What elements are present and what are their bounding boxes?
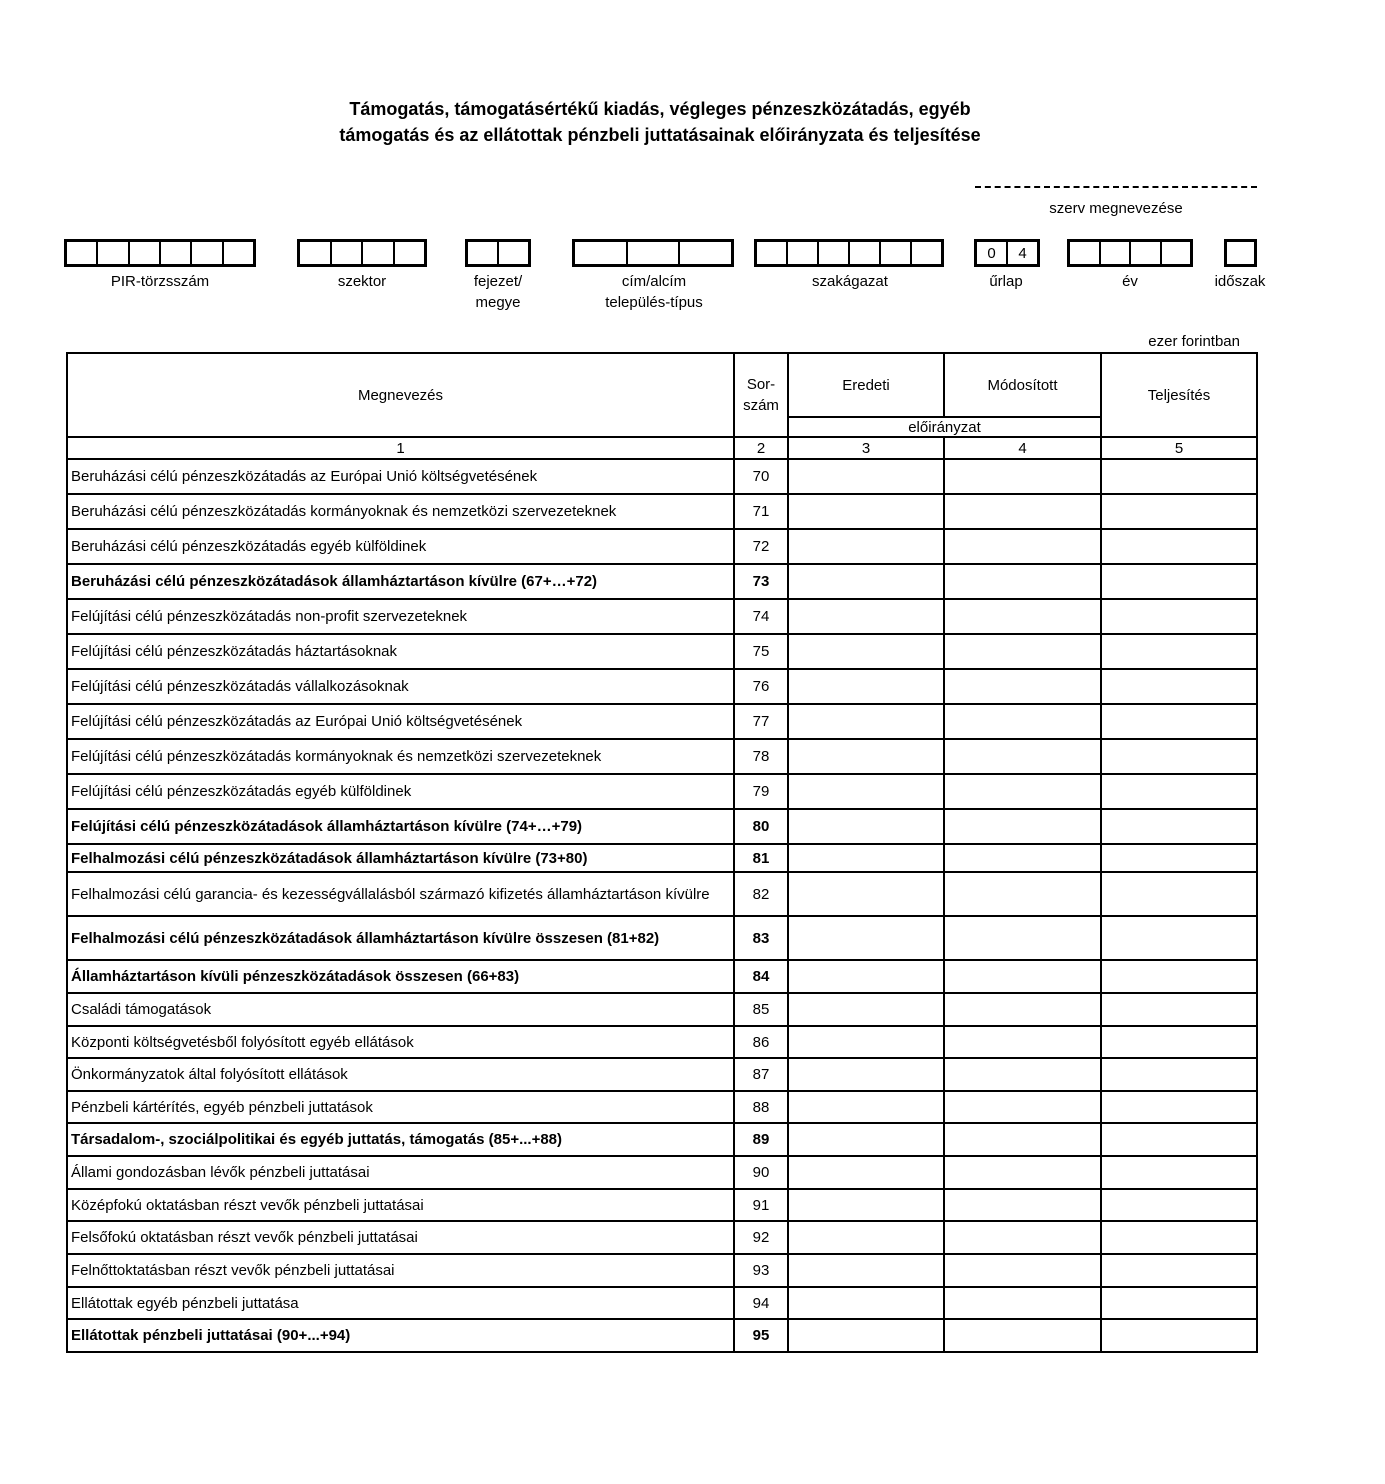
value-cell-eredeti[interactable] [788, 1058, 944, 1091]
value-cell-teljesites[interactable] [1101, 1221, 1257, 1254]
table-row [67, 1156, 1257, 1189]
value-cell-teljesites[interactable] [1101, 1026, 1257, 1058]
value-cell-modositott[interactable] [944, 494, 1101, 529]
value-cell-teljesites[interactable] [1101, 872, 1257, 916]
value-cell-teljesites[interactable] [1101, 669, 1257, 704]
row-name: Felújítási célú pénzeszközátadás vállalkozásoknak [67, 669, 734, 704]
value-cell-teljesites[interactable] [1101, 1123, 1257, 1156]
code-cell[interactable] [192, 242, 223, 264]
value-cell-eredeti[interactable] [788, 809, 944, 844]
code-cell[interactable] [1227, 242, 1254, 264]
header-teljesites: Teljesítés [1101, 353, 1257, 437]
table-row [67, 872, 1257, 916]
value-cell-modositott[interactable] [944, 564, 1101, 599]
row-name: Beruházási célú pénzeszközátadás kormányoknak és nemzetközi szervezeteknek [67, 494, 734, 529]
code-label: cím/alcím település-típus [605, 273, 703, 311]
title-line-2: támogatás és az ellátottak pénzbeli juttatásainak előirányzata és teljesítése [339, 125, 981, 145]
value-cell-modositott[interactable] [944, 809, 1101, 844]
code-cell[interactable] [788, 242, 819, 264]
row-number: 85 [734, 993, 788, 1026]
value-cell-teljesites[interactable] [1101, 1189, 1257, 1221]
code-cell[interactable] [1070, 242, 1101, 264]
value-cell-modositott[interactable] [944, 529, 1101, 564]
value-cell-teljesites[interactable] [1101, 1091, 1257, 1123]
colnum-4: 4 [944, 437, 1101, 459]
row-number: 88 [734, 1091, 788, 1123]
code-box-3[interactable] [465, 239, 531, 267]
value-cell-modositott[interactable] [944, 1319, 1101, 1352]
value-cell-eredeti[interactable] [788, 774, 944, 809]
value-cell-eredeti[interactable] [788, 960, 944, 993]
row-name: Felújítási célú pénzeszközátadás non-profit szervezeteknek [67, 599, 734, 634]
value-cell-eredeti[interactable] [788, 529, 944, 564]
code-cell[interactable] [850, 242, 881, 264]
value-cell-eredeti[interactable] [788, 1287, 944, 1319]
org-name-label: szerv megnevezése [1049, 200, 1183, 217]
value-cell-eredeti[interactable] [788, 1156, 944, 1189]
row-name: Családi támogatások [67, 993, 734, 1026]
code-cell[interactable] [881, 242, 912, 264]
value-cell-eredeti[interactable] [788, 494, 944, 529]
value-cell-eredeti[interactable] [788, 844, 944, 872]
row-name: Felsőfokú oktatásban részt vevők pénzbeli juttatásai [67, 1221, 734, 1254]
value-cell-teljesites[interactable] [1101, 844, 1257, 872]
row-number: 80 [734, 809, 788, 844]
row-name: Társadalom-, szociálpolitikai és egyéb juttatás, támogatás (85+...+88) [67, 1123, 734, 1156]
row-name: Ellátottak pénzbeli juttatásai (90+...+94) [67, 1319, 734, 1352]
value-cell-modositott[interactable] [944, 872, 1101, 916]
value-cell-teljesites[interactable] [1101, 739, 1257, 774]
code-cell[interactable] [1162, 242, 1191, 264]
row-name: Beruházási célú pénzeszközátadások államháztartáson kívülre (67+…+72) [67, 564, 734, 599]
row-name: Felhalmozási célú pénzeszközátadások államháztartáson kívülre összesen (81+82) [67, 916, 734, 960]
code-cell[interactable] [224, 242, 253, 264]
row-number: 86 [734, 1026, 788, 1058]
value-cell-modositott[interactable] [944, 916, 1101, 960]
code-cell[interactable] [757, 242, 788, 264]
row-number: 93 [734, 1254, 788, 1287]
value-cell-teljesites[interactable] [1101, 1287, 1257, 1319]
table-row [67, 1221, 1257, 1254]
row-number: 74 [734, 599, 788, 634]
code-box-5[interactable] [754, 239, 944, 267]
unit-label: ezer forintban [1148, 333, 1240, 350]
code-cell[interactable] [161, 242, 192, 264]
row-number: 83 [734, 916, 788, 960]
row-number: 73 [734, 564, 788, 599]
code-cell[interactable] [130, 242, 161, 264]
value-cell-teljesites[interactable] [1101, 634, 1257, 669]
table-row [67, 599, 1257, 634]
colnum-2: 2 [734, 437, 788, 459]
row-name: Felhalmozási célú garancia- és kezességvállalásból származó kifizetés államháztartáson kívülre [67, 872, 734, 916]
code-cell[interactable] [98, 242, 129, 264]
row-name: Központi költségvetésből folyósított egyéb ellátások [67, 1026, 734, 1058]
row-name: Felhalmozási célú pénzeszközátadások államháztartáson kívülre (73+80) [67, 844, 734, 872]
value-cell-modositott[interactable] [944, 459, 1101, 494]
value-cell-modositott[interactable] [944, 739, 1101, 774]
value-cell-modositott[interactable] [944, 1189, 1101, 1221]
value-cell-eredeti[interactable] [788, 634, 944, 669]
code-cell[interactable] [680, 242, 731, 264]
table-row [67, 564, 1257, 599]
value-cell-modositott[interactable] [944, 1091, 1101, 1123]
code-cell[interactable]: 4 [1018, 244, 1027, 262]
value-cell-eredeti[interactable] [788, 599, 944, 634]
row-name: Felújítási célú pénzeszközátadás kormányoknak és nemzetközi szervezeteknek [67, 739, 734, 774]
code-cell[interactable] [468, 242, 499, 264]
value-cell-eredeti[interactable] [788, 1123, 944, 1156]
row-number: 95 [734, 1319, 788, 1352]
code-label: szektor [337, 273, 387, 290]
row-number: 84 [734, 960, 788, 993]
row-number: 77 [734, 704, 788, 739]
code-box-1[interactable] [64, 239, 256, 267]
table-row [67, 634, 1257, 669]
row-name: Felnőttoktatásban részt vevők pénzbeli juttatásai [67, 1254, 734, 1287]
row-name: Önkormányzatok által folyósított ellátások [67, 1058, 734, 1091]
table-row [67, 774, 1257, 809]
table-row [67, 993, 1257, 1026]
code-box-2[interactable] [297, 239, 427, 267]
table-row [67, 1123, 1257, 1156]
value-cell-eredeti[interactable] [788, 564, 944, 599]
table-row [67, 1091, 1257, 1123]
form-title [200, 96, 1120, 148]
value-cell-modositott[interactable] [944, 960, 1101, 993]
row-name: Felújítási célú pénzeszközátadás az Európai Unió költségvetésének [67, 704, 734, 739]
value-cell-teljesites[interactable] [1101, 599, 1257, 634]
row-number: 79 [734, 774, 788, 809]
row-number: 94 [734, 1287, 788, 1319]
code-box-4[interactable] [572, 239, 734, 267]
row-number: 78 [734, 739, 788, 774]
value-cell-modositott[interactable] [944, 634, 1101, 669]
row-name: Pénzbeli kártérítés, egyéb pénzbeli juttatások [67, 1091, 734, 1123]
header-modositott: Módosított [944, 353, 1101, 417]
code-cell[interactable] [363, 242, 395, 264]
value-cell-modositott[interactable] [944, 1221, 1101, 1254]
row-name: Államháztartáson kívüli pénzeszközátadások összesen (66+83) [67, 960, 734, 993]
value-cell-modositott[interactable] [944, 1287, 1101, 1319]
code-box-7[interactable] [1067, 239, 1193, 267]
row-number: 82 [734, 872, 788, 916]
table-row [67, 1189, 1257, 1221]
row-name: Beruházási célú pénzeszközátadás az Európai Unió költségvetésének [67, 459, 734, 494]
row-name: Ellátottak egyéb pénzbeli juttatása [67, 1287, 734, 1319]
colnum-3: 3 [788, 437, 944, 459]
code-cell[interactable] [395, 242, 425, 264]
code-cell[interactable] [1101, 242, 1132, 264]
row-name: Állami gondozásban lévők pénzbeli juttatásai [67, 1156, 734, 1189]
table-body [67, 459, 1257, 1352]
table-row [67, 1058, 1257, 1091]
value-cell-modositott[interactable] [944, 704, 1101, 739]
header-name: Megnevezés [67, 353, 734, 437]
code-cell[interactable] [67, 242, 98, 264]
table-row [67, 960, 1257, 993]
row-number: 70 [734, 459, 788, 494]
value-cell-modositott[interactable] [944, 1026, 1101, 1058]
value-cell-modositott[interactable] [944, 993, 1101, 1026]
code-cell[interactable] [912, 242, 941, 264]
colnum-5: 5 [1101, 437, 1257, 459]
row-name: Beruházási célú pénzeszközátadás egyéb külföldinek [67, 529, 734, 564]
row-number: 89 [734, 1123, 788, 1156]
table-row [67, 844, 1257, 872]
value-cell-teljesites[interactable] [1101, 1319, 1257, 1352]
org-name-line [975, 186, 1257, 188]
value-cell-modositott[interactable] [944, 844, 1101, 872]
value-cell-modositott[interactable] [944, 1156, 1101, 1189]
row-number: 75 [734, 634, 788, 669]
table-row [67, 1319, 1257, 1352]
value-cell-teljesites[interactable] [1101, 916, 1257, 960]
value-cell-eredeti[interactable] [788, 704, 944, 739]
value-cell-teljesites[interactable] [1101, 564, 1257, 599]
table-row [67, 494, 1257, 529]
code-cell[interactable] [819, 242, 850, 264]
table-row [67, 1254, 1257, 1287]
code-box-6[interactable] [974, 239, 1040, 267]
value-cell-eredeti[interactable] [788, 669, 944, 704]
table-row [67, 459, 1257, 494]
value-cell-teljesites[interactable] [1101, 774, 1257, 809]
value-cell-teljesites[interactable] [1101, 494, 1257, 529]
code-label: év [1122, 273, 1138, 290]
code-label: űrlap [989, 273, 1023, 290]
table-row [67, 916, 1257, 960]
value-cell-modositott[interactable] [944, 774, 1101, 809]
code-cell[interactable]: 0 [977, 242, 1008, 264]
value-cell-modositott[interactable] [944, 1254, 1101, 1287]
value-cell-teljesites[interactable] [1101, 1156, 1257, 1189]
header-eredeti: Eredeti [788, 353, 944, 417]
value-cell-teljesites[interactable] [1101, 960, 1257, 993]
table-row [67, 809, 1257, 844]
code-label: fejezet/ megye [473, 273, 523, 311]
value-cell-eredeti[interactable] [788, 1189, 944, 1221]
title-line-1: Támogatás, támogatásértékű kiadás, végleges pénzeszközátadás, egyéb [349, 99, 971, 119]
value-cell-eredeti[interactable] [788, 1254, 944, 1287]
colnum-1: 1 [67, 437, 734, 459]
value-cell-teljesites[interactable] [1101, 704, 1257, 739]
row-number: 72 [734, 529, 788, 564]
value-cell-eredeti[interactable] [788, 916, 944, 960]
value-cell-eredeti[interactable] [788, 1026, 944, 1058]
row-number: 91 [734, 1189, 788, 1221]
row-number: 90 [734, 1156, 788, 1189]
value-cell-teljesites[interactable] [1101, 1058, 1257, 1091]
value-cell-teljesites[interactable] [1101, 809, 1257, 844]
value-cell-eredeti[interactable] [788, 872, 944, 916]
row-number: 87 [734, 1058, 788, 1091]
value-cell-modositott[interactable] [944, 669, 1101, 704]
table-row [67, 669, 1257, 704]
value-cell-teljesites[interactable] [1101, 993, 1257, 1026]
value-cell-eredeti[interactable] [788, 1319, 944, 1352]
value-cell-teljesites[interactable] [1101, 529, 1257, 564]
code-label: időszak [1214, 273, 1266, 290]
table-row [67, 704, 1257, 739]
value-cell-modositott[interactable] [944, 1123, 1101, 1156]
row-name: Középfokú oktatásban részt vevők pénzbeli juttatásai [67, 1189, 734, 1221]
value-cell-eredeti[interactable] [788, 1091, 944, 1123]
code-cell[interactable] [332, 242, 364, 264]
code-label: PIR-törzsszám [110, 273, 210, 290]
row-number: 76 [734, 669, 788, 704]
code-label: szakágazat [812, 273, 888, 290]
row-number: 81 [734, 844, 788, 872]
code-cell[interactable] [300, 242, 332, 264]
value-cell-eredeti[interactable] [788, 1221, 944, 1254]
value-cell-modositott[interactable] [944, 599, 1101, 634]
code-cell[interactable] [499, 242, 528, 264]
header-sorszam: Sor- szám [734, 353, 788, 437]
code-cell[interactable] [1131, 242, 1162, 264]
code-cell[interactable] [628, 242, 681, 264]
table-row [67, 739, 1257, 774]
value-cell-eredeti[interactable] [788, 459, 944, 494]
table-row [67, 529, 1257, 564]
value-cell-modositott[interactable] [944, 1058, 1101, 1091]
row-name: Felújítási célú pénzeszközátadás egyéb külföldinek [67, 774, 734, 809]
row-name: Felújítási célú pénzeszközátadások államháztartáson kívülre (74+…+79) [67, 809, 734, 844]
budget-table [66, 352, 1258, 1353]
row-name: Felújítási célú pénzeszközátadás háztartásoknak [67, 634, 734, 669]
code-box-8[interactable] [1224, 239, 1257, 267]
value-cell-eredeti[interactable] [788, 993, 944, 1026]
table-row [67, 1287, 1257, 1319]
table-row [67, 1026, 1257, 1058]
code-cell[interactable] [575, 242, 628, 264]
value-cell-teljesites[interactable] [1101, 459, 1257, 494]
header-eloiranyzat: előirányzat [788, 417, 1101, 437]
row-number: 92 [734, 1221, 788, 1254]
row-number: 71 [734, 494, 788, 529]
value-cell-teljesites[interactable] [1101, 1254, 1257, 1287]
value-cell-eredeti[interactable] [788, 739, 944, 774]
